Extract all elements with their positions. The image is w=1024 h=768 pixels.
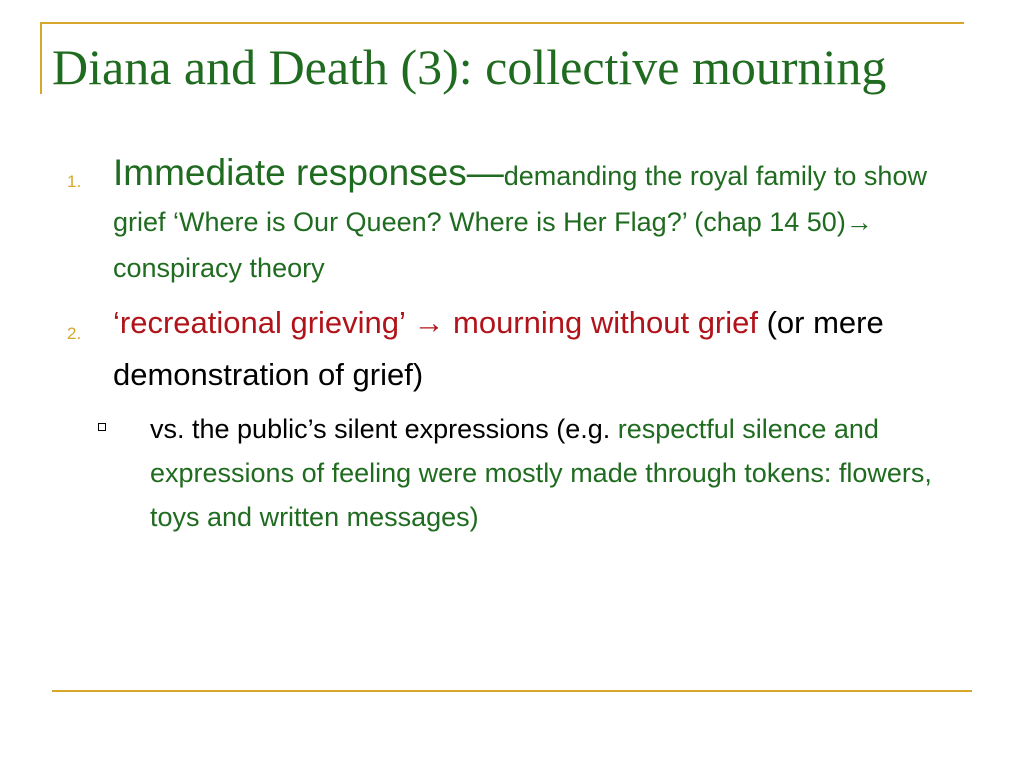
hollow-square-bullet-icon — [98, 423, 106, 431]
top-rule — [40, 22, 964, 24]
list-number: 1. — [67, 172, 82, 191]
list-item-text — [113, 150, 958, 291]
list-item-phrase-tail: mourning without grief — [444, 305, 758, 340]
list-item-heading: Immediate responses — [113, 152, 467, 193]
sub-list-item — [0, 407, 950, 539]
slide-title: Diana and Death (3): collective mourning — [52, 39, 887, 95]
right-arrow-icon: → — [413, 305, 445, 340]
list-item-note: (or mere demonstration of grief) — [113, 305, 884, 392]
list-item-phrase: ‘recreational grieving’ — [113, 305, 414, 340]
sub-list-item-text — [150, 407, 950, 539]
right-arrow-icon: → — [845, 207, 873, 237]
list-item-1 — [0, 150, 958, 291]
list-number: 2. — [67, 324, 82, 343]
list-item-2 — [0, 297, 958, 401]
slide-body — [0, 150, 1024, 539]
list-item-text — [113, 297, 958, 401]
sub-item-lead: vs. the public’s silent expressions (e.g. — [150, 414, 618, 444]
sub-item-body: respectful silence and expressions of feeling were mostly made through tokens: flowers, toys and written messages) — [150, 414, 932, 532]
bottom-rule — [52, 690, 972, 692]
list-item-body-tail: conspiracy theory — [113, 253, 325, 283]
list-item-body: demanding the royal family to show grief ‘Where is Our Queen? Where is Her Flag?’ (chap 14 50) — [113, 161, 927, 237]
em-dash: — — [466, 152, 504, 193]
left-rule — [40, 22, 42, 94]
